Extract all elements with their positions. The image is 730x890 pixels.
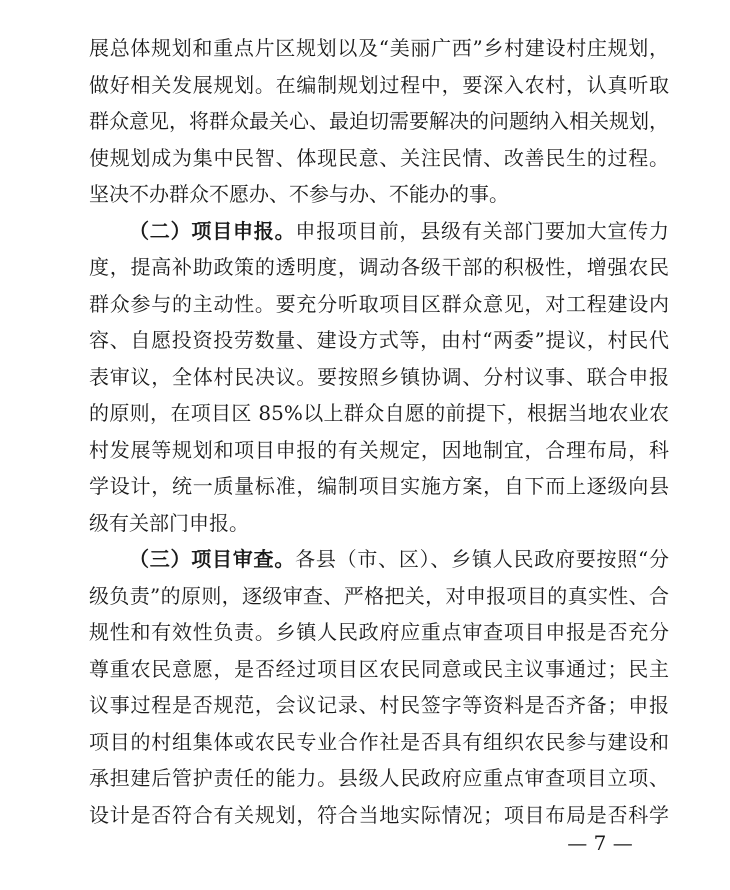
text-line: 项目的村组集体或农民专业合作社是否具有组织农民参与建设和 [89,729,669,754]
text-line: 学设计，统一质量标准，编制项目实施方案，自下而上逐级向县 [89,474,669,498]
text-line: 设计是否符合有关规划，符合当地实际情况；项目布局是否科学 [89,802,669,827]
text-line: 展总体规划和重点片区规划以及“美丽广西”乡村建设村庄规划， [89,36,669,60]
text-line: 议事过程是否规范，会议记录、村民签字等资料是否齐备；申报 [89,693,669,717]
page-number: — 7 — [567,831,633,855]
section-heading: （三）项目审查。 [129,547,296,571]
paragraph-project-application [89,213,669,542]
text-line [89,541,669,578]
text-line: 的原则，在项目区 85%以上群众自愿的前提下，根据当地农业农 [89,401,669,425]
text-line: 使规划成为集中民智、体现民意、关注民情、改善民生的过程。 [89,145,669,170]
text-line: 级负责”的原则，逐级审查、严格把关，对申报项目的真实性、合 [89,583,669,608]
section-heading: （二）项目申报。 [129,218,296,243]
text-span: 各县（市、区）、乡镇人民政府要按照“分 [295,547,670,571]
text-line: 群众参与的主动性。要充分听取项目区群众意见，对工程建设内 [89,291,669,316]
paragraph-project-review [89,541,669,833]
body-text [89,30,669,833]
paragraph-planning [89,30,669,213]
text-line: 尊重农民意愿，是否经过项目区农民同意或民主议事通过；民主 [89,656,669,681]
text-line: 承担建后管护责任的能力。县级人民政府应重点审查项目立项、 [89,766,669,790]
text-line: 群众意见，将群众最关心、最迫切需要解决的问题纳入相关规划， [89,109,669,133]
text-line: 规性和有效性负责。乡镇人民政府应重点审查项目申报是否充分 [89,620,669,644]
text-line: 村发展等规划和项目申报的有关规定，因地制宜，合理布局，科 [89,437,669,462]
text-line: 做好相关发展规划。在编制规划过程中，要深入农村，认真听取 [89,72,669,97]
text-line: 级有关部门申报。 [89,510,249,535]
text-line: 坚决不办群众不愿办、不参与办、不能办的事。 [89,182,509,206]
text-line: 度，提高补助政策的透明度，调动各级干部的积极性，增强农民 [89,255,669,279]
text-line: 表审议，全体村民决议。要按照乡镇协调、分村议事、联合申报 [89,364,669,389]
text-line [89,213,669,250]
text-span: 申报项目前，县级有关部门要加大宣传力 [295,218,670,243]
text-line: 容、自愿投资投劳数量、建设方式等，由村“两委”提议，村民代 [89,328,669,352]
